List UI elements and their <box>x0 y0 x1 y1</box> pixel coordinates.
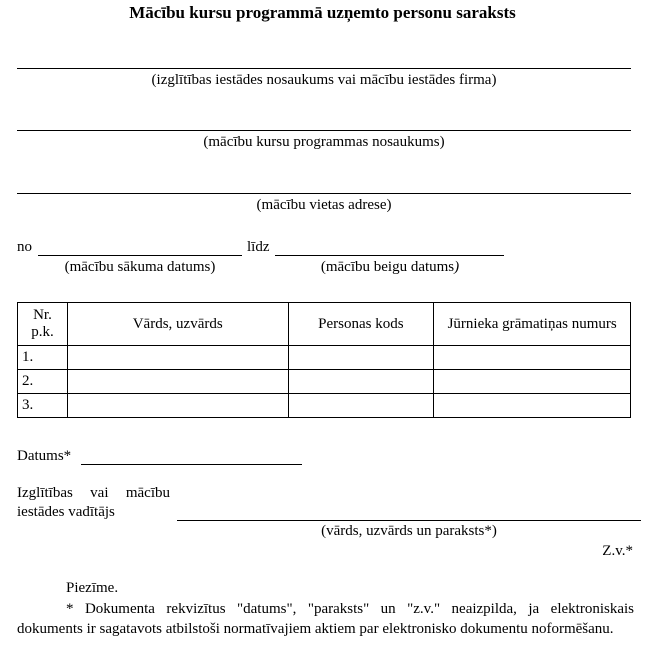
end-date-caption-paren: ) <box>454 259 460 275</box>
end-date-caption <box>285 259 495 276</box>
name-cell[interactable] <box>67 394 288 418</box>
row-number: 2. <box>18 370 68 394</box>
table-row <box>18 370 631 394</box>
signature-caption: (vārds, uzvārds un paraksts*) <box>321 523 497 539</box>
seaman-book-cell[interactable] <box>434 394 631 418</box>
personal-code-cell[interactable] <box>288 346 434 370</box>
address-caption: (mācību vietas adrese) <box>256 197 392 213</box>
name-cell[interactable] <box>67 346 288 370</box>
address-line[interactable] <box>17 193 631 194</box>
date-line[interactable] <box>81 464 302 465</box>
note-title: Piezīme. <box>66 580 119 596</box>
start-date-caption: (mācību sākuma datums) <box>64 259 216 275</box>
table-row <box>18 346 631 370</box>
institution-caption: (izglītības iestādes nosaukums vai mācību iestādes firma) <box>151 72 497 88</box>
personal-code-cell[interactable] <box>288 394 434 418</box>
seaman-book-cell[interactable] <box>434 346 631 370</box>
name-cell[interactable] <box>67 370 288 394</box>
row-number: 3. <box>18 394 68 418</box>
note-text: * Dokumenta rekvizītus "datums", "paraksts" un "z.v." neaizpilda, ja elektroniskais dokuments ir sagatavots atbilstoši normatīvajiem aktiem par elektronisko dokumentu noformēšanu. <box>17 601 634 637</box>
head-label-line2: iestādes vadītājs <box>17 504 115 520</box>
header-number: Nr. p.k. <box>18 303 68 346</box>
document-title: Mācību kursu programmā uzņemto personu saraksts <box>129 3 516 22</box>
institution-line[interactable] <box>17 68 631 69</box>
program-caption: (mācību kursu programmas nosaukums) <box>203 134 445 150</box>
end-date-line[interactable] <box>275 255 504 256</box>
persons-table <box>17 302 631 418</box>
date-label: Datums* <box>17 448 72 464</box>
seaman-book-cell[interactable] <box>434 370 631 394</box>
from-label: no <box>17 239 32 255</box>
to-label: līdz <box>247 239 270 255</box>
personal-code-cell[interactable] <box>288 370 434 394</box>
table-row <box>18 394 631 418</box>
program-line[interactable] <box>17 130 631 131</box>
start-date-line[interactable] <box>38 255 242 256</box>
header-seaman-book: Jūrnieka grāmatiņas numurs <box>434 303 631 346</box>
row-number: 1. <box>18 346 68 370</box>
table-header-row <box>18 303 631 346</box>
header-name: Vārds, uzvārds <box>67 303 288 346</box>
header-personal-code: Personas kods <box>288 303 434 346</box>
signature-line[interactable] <box>177 520 641 521</box>
end-date-caption-text: (mācību beigu datums <box>320 259 455 275</box>
seal-label: Z.v.* <box>602 543 633 559</box>
head-label-line1: Izglītības vai mācību <box>17 485 170 501</box>
